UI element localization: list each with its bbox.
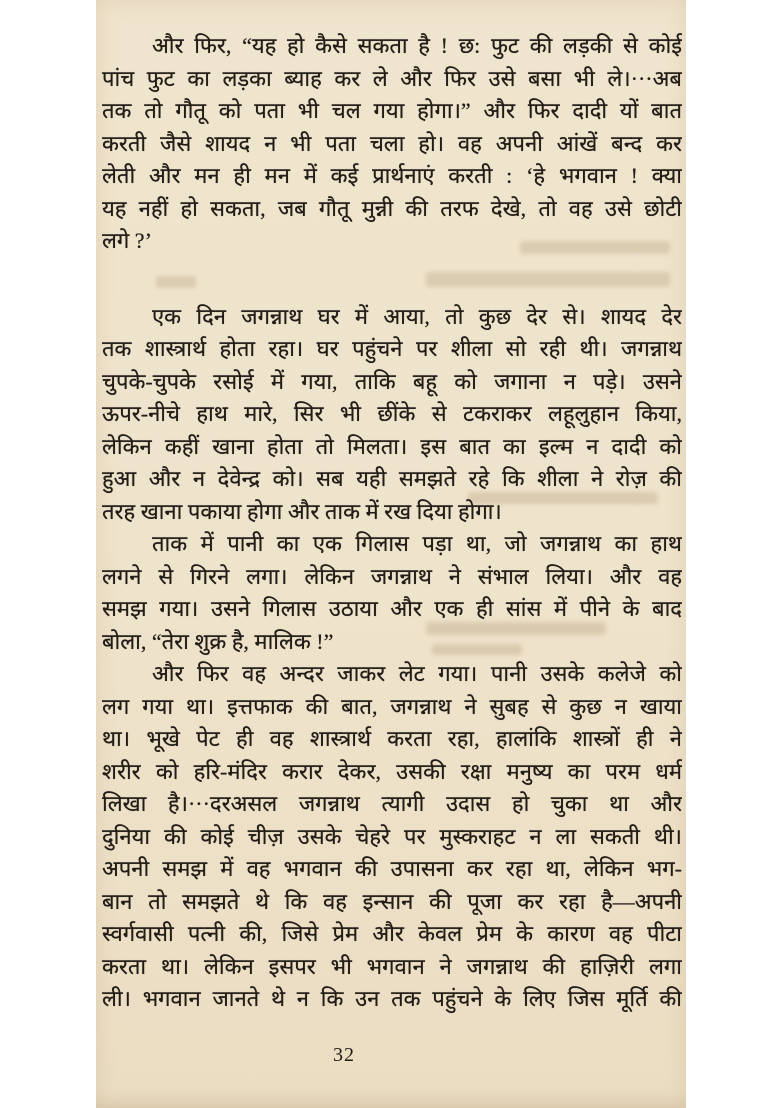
scanned-book-page — [96, 0, 686, 1108]
text-line: बान तो समझते थे कि वह इन्सान की पूजा कर रहा है—अपनी — [102, 888, 682, 914]
text-line: स्वर्गवासी पत्नी की, जिसे प्रेम और केवल प्रेम के कारण वह पीटा — [102, 921, 682, 946]
text-line: तक तो गौतू को पता भी चल गया होगा।” और फिर दादी यों बात — [102, 98, 682, 123]
text-line: और फिर वह अन्दर जाकर लेट गया। पानी उसके कलेजे को — [152, 661, 682, 686]
text-line: था। भूखे पेट ही वह शास्त्रार्थ करता रहा, हालांकि शास्त्रों ही ने — [102, 726, 682, 751]
text-line: ऊपर-नीचे हाथ मारे, सिर भी छींके से टकराकर लहूलुहान किया, — [102, 401, 682, 426]
text-line: एक दिन जगन्नाथ घर में आया, तो कुछ देर से। शायद देर — [152, 303, 682, 329]
text-line: और फिर, “यह हो कैसे सकता है ! छ: फुट की लड़की से कोई — [152, 33, 682, 58]
text-line: चुपके-चुपके रसोई में गया, ताकि बहू को जगाना न पड़े। उसने — [102, 368, 682, 394]
paragraph — [102, 658, 682, 1016]
paragraph — [102, 301, 682, 529]
text-line: करती जैसे शायद न भी पता चला हो। वह अपनी आंखें बन्द कर — [102, 130, 682, 156]
text-line: लगने से गिरने लगा। लेकिन जगन्नाथ ने संभाल लिया। और वह — [102, 563, 682, 589]
text-line: लेकिन कहीं खाना होता तो मिलता। इस बात का इल्म न दादी को — [102, 433, 682, 459]
paragraph — [102, 30, 682, 258]
text-line: पांच फुट का लड़का ब्याह कर ले और फिर उसे बसा भी ले।···अब — [102, 65, 682, 91]
text-line: ली। भगवान जानते थे न कि उन तक पहुंचने के लिए जिस मूर्ति की — [102, 986, 682, 1011]
text-line: ताक में पानी का एक गिलास पड़ा था, जो जगन्नाथ का हाथ — [152, 531, 682, 556]
page-number: 32 — [333, 1043, 355, 1066]
paragraph — [102, 528, 682, 658]
text-line: शरीर को हरि-मंदिर करार देकर, उसकी रक्षा मनुष्य का परम धर्म — [102, 758, 682, 784]
text-line: हुआ और न देवेन्द्र को। सब यही समझते रहे कि शीला ने रोज़ की — [102, 466, 682, 491]
body-text — [96, 0, 686, 1016]
text-line: लिखा है।···दरअसल जगन्नाथ त्यागी उदास हो चुका था और — [102, 791, 682, 816]
text-line: अपनी समझ में वह भगवान की उपासना कर रहा था, लेकिन भग- — [102, 856, 682, 881]
text-line: दुनिया की कोई चीज़ उसके चेहरे पर मुस्कराहट न ला सकती थी। — [102, 823, 682, 849]
text-line: यह नहीं हो सकता, जब गौतू मुन्नी की तरफ देखे, तो वह उसे छोटी — [102, 195, 682, 221]
text-line: समझ गया। उसने गिलास उठाया और एक ही सांस में पीने के बाद — [102, 596, 682, 621]
text-line: तरह खाना पकाया होगा और ताक में रख दिया होगा। — [102, 498, 502, 524]
text-line: लग गया था। इत्तफाक की बात, जगन्नाथ ने सुबह से कुछ न खाया — [102, 693, 682, 719]
text-line: लगे ?’ — [102, 228, 152, 253]
text-line: तक शास्त्रार्थ होता रहा। घर पहुंचने पर शीला सो रही थी। जगन्नाथ — [102, 336, 682, 361]
text-line: बोला, “तेरा शुक्र है, मालिक !” — [102, 628, 334, 654]
text-line: करता था। लेकिन इसपर भी भगवान ने जगन्नाथ की हाज़िरी लगा — [102, 953, 682, 979]
text-line: लेती और मन ही मन में कई प्रार्थनाएं करती : ‘हे भगवान ! क्या — [102, 163, 682, 188]
